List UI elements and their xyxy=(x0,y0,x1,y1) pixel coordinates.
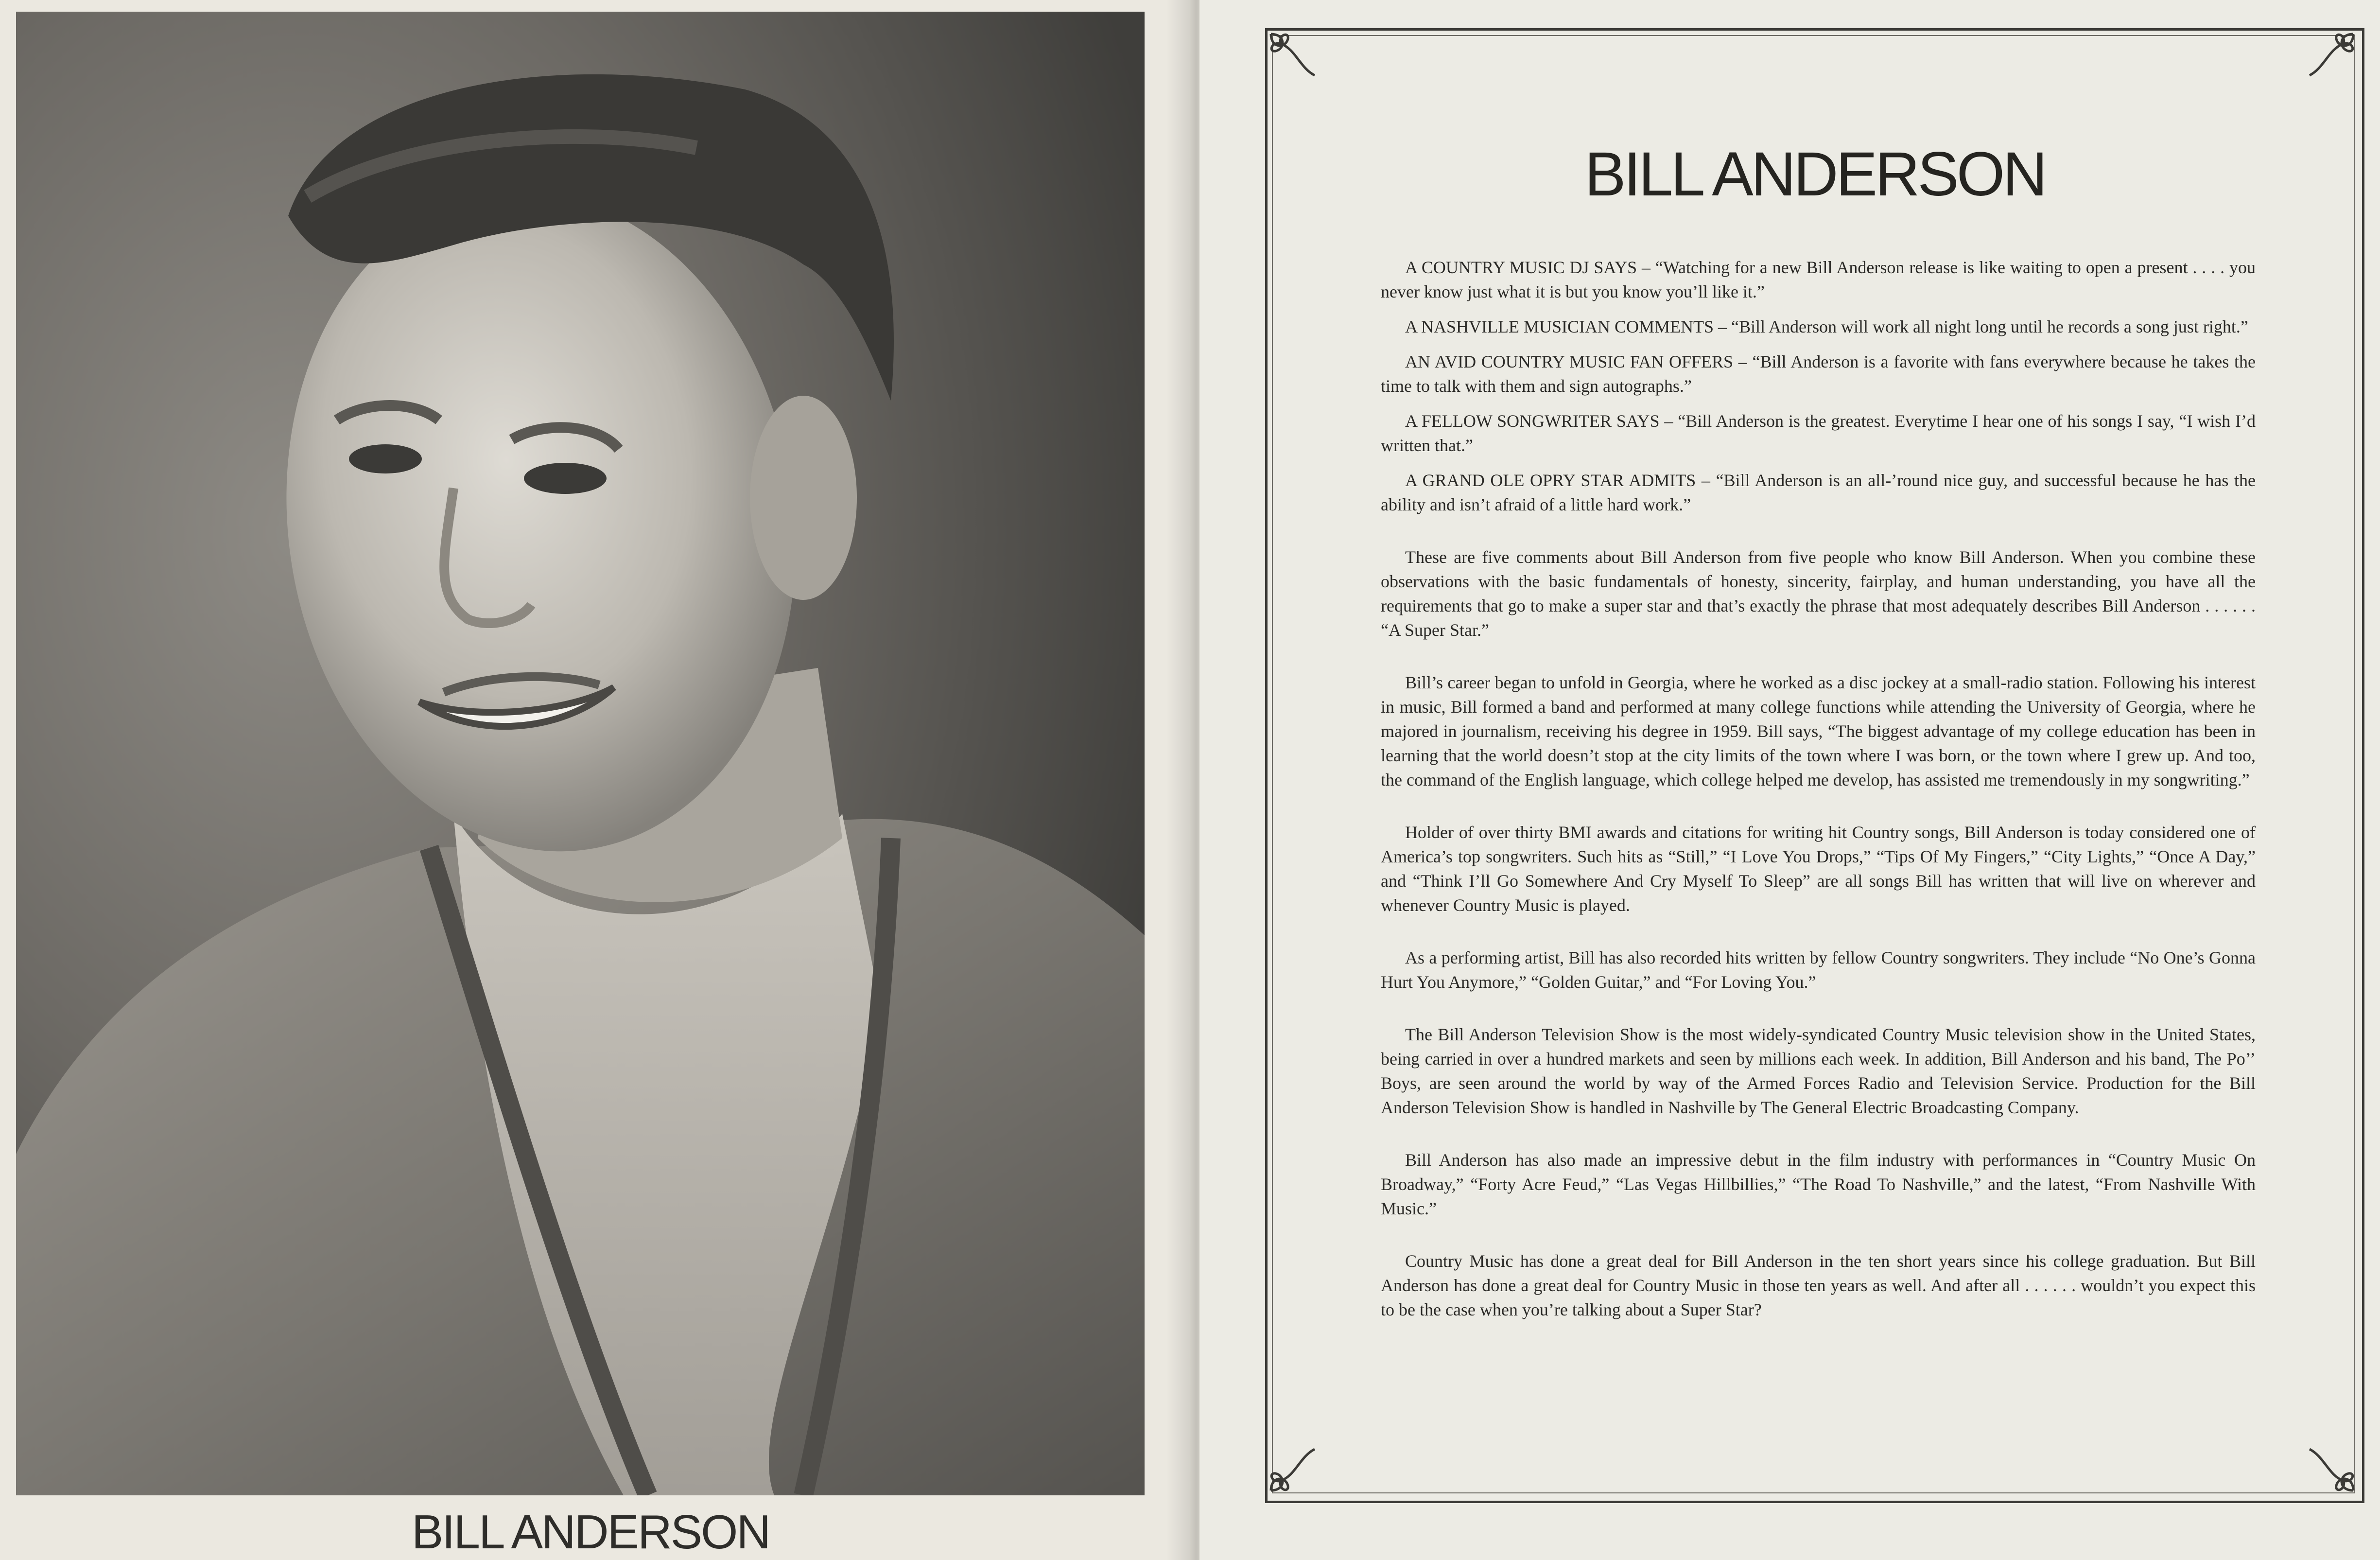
page-title: BILL ANDERSON xyxy=(1584,140,2045,209)
quote-paragraph: A FELLOW SONGWRITER SAYS – “Bill Anderson is the greatest. Everytime I hear one of his songs I say, “I wish I’d written that.” xyxy=(1381,411,2256,455)
body-paragraph: Bill’s career began to unfold in Georgia, where he worked as a disc jockey at a small-radio station. Following his interest in music, Bill formed a band and performed at many college functions while attending the University of Georgia, where he majored in journalism, receiving his degree in 1959. Bill says, “The biggest advantage of my college education has been in learning that the world doesn’t stop at the city limits of the town where I was born, or the town where I grew up. And too, the command of the English language, which college helped me develop, has assisted me tremendously in my songwriting.” xyxy=(1381,673,2256,789)
quote-paragraph: A NASHVILLE MUSICIAN COMMENTS – “Bill Anderson will work all night long until he records a song just right.” xyxy=(1405,317,2248,336)
body-paragraph: As a performing artist, Bill has also recorded hits written by fellow Country songwriters. They include “No One’s Gonna Hurt You Anymore,” “Golden Guitar,” and “For Loving You.” xyxy=(1381,948,2256,992)
right-page xyxy=(1199,0,2380,1560)
quote-paragraph: AN AVID COUNTRY MUSIC FAN OFFERS – “Bill Anderson is a favorite with fans everywhere because he takes the time to talk with them and sign autographs.” xyxy=(1381,352,2256,396)
body-paragraph: The Bill Anderson Television Show is the most widely-syndicated Country Music television show in the United States, being carried in over a hundred markets and seen by millions each week. In addition, Bill Anderson and his band, The Po’’ Boys, are seen around the world by way of the Armed Forces Radio and Television Service. Production for the Bill Anderson Television Show is handled in Nashville by The General Electric Broadcasting Company. xyxy=(1381,1025,2256,1117)
photo-caption: BILL ANDERSON xyxy=(411,1505,770,1559)
quote-paragraph: A GRAND OLE OPRY STAR ADMITS – “Bill Anderson is an all-’round nice guy, and successful because he has the ability and isn’t afraid of a little hard work.” xyxy=(1381,471,2256,514)
article-body xyxy=(1381,255,2256,1332)
quote-paragraph: A COUNTRY MUSIC DJ SAYS – “Watching for a new Bill Anderson release is like waiting to open a present . . . . you never know just what it is but you know you’ll like it.” xyxy=(1381,258,2256,301)
corner-ornament-icon xyxy=(2305,1442,2358,1495)
body-paragraph: Country Music has done a great deal for Bill Anderson in the ten short years since his college graduation. But Bill Anderson has done a great deal for Country Music in those ten years as well. And after all . . . . . . wouldn’t you expect this to be the case when you’re talking about a Super Star? xyxy=(1381,1251,2256,1319)
corner-ornament-icon xyxy=(1266,1442,1320,1495)
body-paragraph: These are five comments about Bill Anderson from five people who know Bill Anderson. When you combine these observations with the basic fundamentals of honesty, sincerity, fairplay, and human understanding, you have all the requirements that go to make a super star and that’s exactly the phrase that most adequately describes Bill Anderson . . . . . . “A Super Star.” xyxy=(1381,547,2256,640)
body-paragraph: Holder of over thirty BMI awards and citations for writing hit Country songs, Bill Anderson is today considered one of America’s top songwriters. Such hits as “Still,” “I Love You Drops,” “Tips Of My Fingers,” “City Lights,” “Once A Day,” and “Think I’ll Go Somewhere And Cry Myself To Sleep” are all songs Bill has written that will live on wherever and whenever Country Music is played. xyxy=(1381,823,2256,915)
portrait-photo xyxy=(16,12,1145,1495)
corner-ornament-icon xyxy=(1266,29,1320,83)
corner-ornament-icon xyxy=(2305,29,2358,83)
body-paragraph: Bill Anderson has also made an impressive debut in the film industry with performances in “Country Music On Broadway,” “Forty Acre Feud,” “Las Vegas Hillbillies,” “The Road To Nashville,” and the latest, “From Nashville With Music.” xyxy=(1381,1150,2256,1218)
portrait-illustration xyxy=(16,12,1145,1495)
